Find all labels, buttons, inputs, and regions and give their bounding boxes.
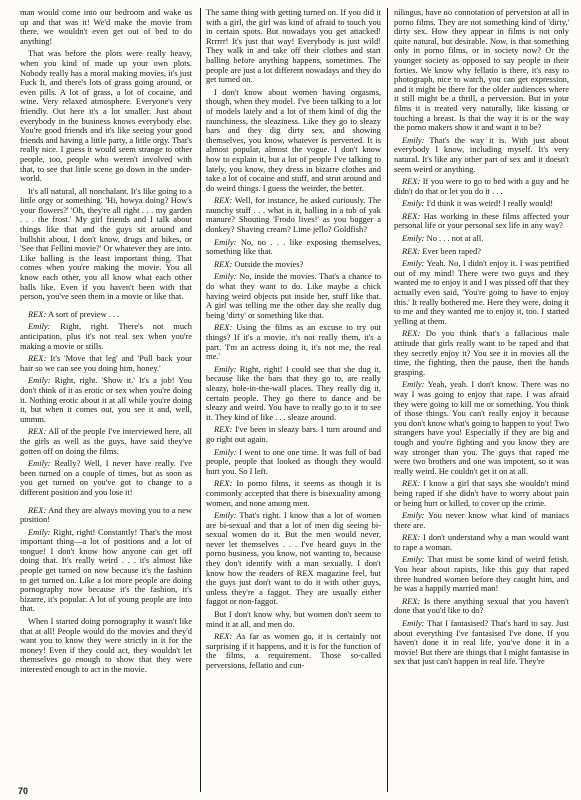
speaker-label: REX: (28, 426, 47, 437)
speaker-label: REX: (402, 595, 421, 606)
paragraph (206, 88, 381, 194)
paragraph (394, 259, 569, 326)
page-number: 70 (18, 786, 29, 796)
paragraph-text: Right, right. 'Show it.' It's a job! You don't think of it as erotic or sex when you're doing it. Nothing erotic about it at all while you're doing it, but when it comes out, you see it and, well, ummm. (20, 375, 192, 424)
paragraph-text: I don't understand why a man would want to rape a woman. (394, 532, 569, 552)
speaker-label: REX: (402, 245, 421, 256)
paragraph-text: And they are always moving you to a new position! (20, 504, 192, 525)
speaker-label: Emily: (214, 446, 237, 457)
paragraph (394, 597, 569, 616)
paragraph-text: Do you think that's a fallacious male attitude that girls really want to be raped and that they secretly enjoy it? You see it in movies all the time, the fighting, then the pause, then the hands grasping. (394, 328, 569, 377)
paragraph (206, 479, 381, 508)
paragraph-text: It's 'Move that leg' and 'Pull back your hair so we can see you doing him, honey.' (20, 353, 192, 373)
speaker-label: Emily: (402, 379, 425, 390)
paragraph-text: Right, right. There's not much anticipation, plus it's not real sex when you're making a movie or stills. (20, 321, 192, 351)
speaker-label: Emily: (214, 510, 237, 521)
paragraph (394, 329, 569, 377)
paragraph-text: Right, right! I could see that she dug it, because like the bars that they go to, are really sleazy, hole-in-the-wall places. They really dig it, certain people. They go there to dance and be sleazy and weird. You have to really go to it to see it. They kind of like . . . sleaze around. (206, 363, 381, 422)
paragraph-text: No, no . . . like exposing themselves, something like that. (206, 236, 381, 257)
speaker-label: REX: (214, 258, 233, 269)
column-rule-1 (200, 8, 201, 792)
text-column-3 (394, 8, 569, 784)
speaker-label: Emily: (402, 258, 425, 269)
paragraph (394, 555, 569, 593)
paragraph (20, 376, 192, 424)
speaker-label: Emily: (214, 271, 237, 282)
paragraph (20, 310, 192, 320)
speaker-label: REX: (402, 328, 421, 339)
paragraph-text: nilingus, have no connotation of perversion at all in porno films. They are not something kind of 'dirty,' dirty sex. How they appear in films is not only quite natural, but desirable. Now, is that something only in porno films, or in society now? Or the younger society as opposed to say people in their forties. We know why fellatio is there, it's easy to photograph, nice to watch, you can get expression, and it might be there for the older audiences where it still might be a thrill, a perversion. But in your films it is treated very naturally, like kissing or touching a breast. Is that the way it is or the way the porno makers show it and want it to be? (394, 8, 569, 133)
paragraph-text: In porno films, it seems as though it is commonly accepted that there is bisexuality among women, and none among men. (206, 478, 381, 508)
speaker-label: Emily: (214, 363, 237, 374)
paragraph-text: A sort of preview . . . (47, 308, 120, 319)
speaker-label: REX: (402, 210, 421, 221)
paragraph (206, 260, 381, 270)
speaker-label: Emily: (402, 198, 425, 209)
speaker-label: REX: (28, 504, 47, 515)
speaker-label: Emily: (402, 554, 425, 565)
speaker-label: REX: (28, 353, 47, 364)
paragraph-text: I've been in sleazy bars. I turn around and go right out again. (206, 424, 381, 444)
paragraph (20, 49, 192, 183)
paragraph (394, 247, 569, 257)
paragraph-text: Using the films as an excuse to try out things? If it's a movie, it's not really them, it's a part. 'I'm an actress doing it, it's not me, the real me.' (206, 322, 381, 362)
paragraph (20, 187, 192, 302)
paragraph-text: No, inside the movies. That's a chance to do what they want to do. Like maybe a chick having weird objects put inside her, stuff like that. A girl was telling me the other day she really dug being 'dirty' or something like that. (206, 271, 381, 320)
speaker-label: REX: (214, 478, 233, 489)
paragraph-text: I don't know about women having orgasms, though, when they model. I've been talking to a lot of models lately and a lot of them kind of dig the raunchiness, the sleaziness. Like they go to sleazy bars and they dig dirty sex, and showing themselves, you know, whatever is perverted. It is almost popular, almost the vogue. I don't know how to explain it, but a lot of people I've talking to lately, you know, they dress in bizarre clothes and take a lot of cocaine and stuff, and strut around and do weird things. I guess the weirder, the better. (206, 86, 381, 193)
speaker-label: REX: (402, 478, 421, 489)
paragraph (20, 354, 192, 373)
paragraph (394, 511, 569, 530)
paragraph-text: As far as women go, it is certainly not surprising if it happens, and it is for the function of the films, a requirement. Those so-called perversions, fellatio and cun- (206, 631, 381, 670)
paragraph-text: That's the way it is. With just about everybody I know, including myself. It's very natural. It's like any other part of sex and it doesn't seem weird or anything. (394, 134, 569, 174)
paragraph-text: man would come into our bedroom and wake us up and that was it! We'd make the movie from there, we wouldn't even get out of bed to do anything! (20, 8, 192, 46)
paragraph (20, 459, 192, 497)
paragraph-text: Is there anything sexual that you haven't done that you'd like to do? (394, 595, 569, 616)
paragraph (394, 533, 569, 552)
speaker-label: REX: (214, 195, 233, 206)
speaker-label: Emily: (214, 236, 237, 247)
paragraph (394, 234, 569, 244)
paragraph (394, 136, 569, 174)
paragraph (394, 619, 569, 667)
speaker-label: REX: (402, 176, 421, 187)
column-rule-2 (387, 8, 388, 792)
speaker-label: Emily: (402, 233, 425, 244)
paragraph-text: It's all natural, all nonchalant. It's like going to a little orgy or something. 'Hi, howya doing? How's your flowers?' 'Oh, they're all right . . . my garden . . . the frost.' My girl friends and I talk about things like that and the guys sit around and bullshit about, I don't know, drugs and bikes, or 'See that Fellini movie?' Or whatever they are into. Like balling is the least important thing. That comes when you're making the movie. You all know each other, you all know what each other balls like. Even if you haven't been with that person, you've seen them in a movie or like that. (20, 185, 192, 302)
paragraph-text: The same thing with getting turned on. If you did it with a girl, the girl was kind of afraid to touch you in certain spots. But nowadays you get attacked! Rrrrrr! It's just that way! Everybody is just wild! They walk in and take off their clothes and start balling before anything happens, sometimes. The people are just a lot different nowadays and they do get turned on. (206, 8, 381, 85)
paragraph (394, 212, 569, 231)
speaker-label: Emily: (402, 134, 425, 145)
speaker-label: REX: (214, 631, 233, 642)
paragraph-text: No . . . not at all. (426, 233, 484, 244)
paragraph (206, 323, 381, 361)
paragraph (206, 610, 381, 629)
paragraph-text: But I don't know why, but women don't seem to mind it at all, and men do. (206, 609, 381, 629)
paragraph-text: Really? Well, I never have really. I've been turned on a couple of times, but as soon as you get turned on you've got to change to a different position and you lose it! (20, 458, 192, 497)
magazine-page (14, 8, 569, 784)
paragraph (206, 8, 381, 85)
paragraph-text: Outside the movies? (234, 258, 304, 269)
paragraph (20, 322, 192, 351)
speaker-label: Emily: (402, 618, 425, 629)
paragraph-text: Yeah, yeah. I don't know. There was no way I was going to enjoy that rape. I was afraid they were going to kill me or something. You think of those things. You can't really enjoy it because you don't know what's going to happen to you! Two strangers have you! Especially if they are big and tough and you're fighting and you know they are way stronger than you. The guys that raped me were two brothers and one was impotent, so it was really weird. He couldn't get it on at all. (394, 379, 569, 476)
paragraph (394, 199, 569, 209)
speaker-label: Emily: (28, 321, 51, 332)
paragraph (206, 238, 381, 257)
speaker-label: REX: (214, 424, 233, 435)
paragraph (206, 511, 381, 607)
text-column-2 (206, 8, 381, 784)
paragraph-text: If you were to go to bed with a guy and he didn't do that or let you do it . . . (394, 176, 569, 196)
paragraph (20, 8, 192, 46)
paragraph-text: You never know what kind of maniacs there are. (394, 510, 569, 530)
paragraph (206, 448, 381, 477)
paragraph-text: Well, for instance, he asked curiously. The raunchy stuff . . . what is it, balling in a tub of yak manure? Shouting 'Frodo lives!' as you bugger a donkey? Shaving cream? Lime jello? Goldfish? (206, 195, 381, 235)
paragraph-text: When I started doing pornography it wasn't like that at all! People would do the movies and they'd want you to know they were strictly in it for the money! Even if they could act, they wouldn't let themselves go enough to show that they were interested enough to act in the movie. (20, 616, 192, 674)
paragraph (394, 8, 569, 133)
paragraph-text: That was before the plots were really heavy, when you kind of made up your own plots. Nobody really has a moral making movies, it's just Fuck It, and there's lots of grass going around, or even pills. A lot of grass, a lot of cocaine, and wine. Very relaxed atmosphere. Everyone's very friendly. Out here it's a lot smaller. Just about everybody in the business knows everybody else. You're good friends and it's like seeing your good friends and having a little party, a little orgy. That's really nice. I guess it would seem strange to other people, too, people who weren't involved with that, to see that little scene go down in the under-world. (20, 48, 192, 184)
paragraph (394, 380, 569, 476)
paragraph-text: Ever been raped? (422, 245, 481, 256)
paragraph-text: I know a girl that says she wouldn't mind being raped if she didn't have to worry about pain or being hurt or killed, to cover up the crime. (394, 478, 569, 508)
paragraph-text: That I fantasised? That's hard to say. Just about everything I've fantasised I've done. If you haven't done it in real life, you've done it in a movie! But there are things that I might fantasise in sex that just can't happen in real life. They're (394, 618, 569, 667)
paragraph-text: I'd think it was weird! I really would! (426, 198, 554, 209)
paragraph-text: That's right. I know that a lot of women are bi-sexual and that a lot of men dig seeing bi-sexual women do it. But the men would never, never let themselves . . . I've heard guys in the porno business, you know, not wanting to, because they don't identify with a man sexually. I don't know how the readers of REX magazine feel, but the guys just don't want to do it with other guys, unless they're a faggot. They are usually either faggot or non-faggot. (206, 510, 381, 607)
paragraph (206, 196, 381, 234)
paragraph-text: Yeah. No, I didn't enjoy it. I was petrified out of my mind! There were two guys and they wanted me to enjoy it and I was pissed off that they actually even said, 'You're going to have to enjoy this.' It really bothered me. Here they were, doing it to me and they wanted me to enjoy it, too. I started yelling at them. (394, 258, 569, 326)
speaker-label: Emily: (28, 458, 51, 469)
paragraph (394, 479, 569, 508)
paragraph-text: Right, right! Constantly! That's the most important thing—a lot of positions and a lot of tongue! I don't know how anyone can get off doing that. It's really weird . . . it's almost like people get turned on now because it's the fashion to get turned on. Like a lot more people are doing pornography now because it's the fashion, it's bizarre, it's popular. A lot of young people are into that. (20, 526, 192, 614)
speaker-label: REX: (214, 322, 233, 333)
paragraph (206, 365, 381, 423)
speaker-label: REX: (28, 308, 47, 319)
paragraph (20, 506, 192, 525)
paragraph-text: I went to one one time. It was full of bad people, people that looked as though they would hurt you. So I left. (206, 446, 381, 476)
paragraph-text: Has working in these films affected your personal life or your personal sex life in any way? (394, 210, 569, 231)
speaker-label: Emily: (402, 510, 425, 521)
paragraph-text: All of the people I've interviewed here, all the girls as well as the guys, have said they've gotten off on doing the films. (20, 426, 192, 456)
paragraph (206, 632, 381, 670)
text-column-1 (20, 8, 192, 784)
speaker-label: Emily: (28, 526, 51, 537)
paragraph (394, 177, 569, 196)
paragraph (20, 427, 192, 456)
paragraph-text: That must be some kind of weird fetish. You hear about rapists, like this guy that raped three hundred women before they caught him, and he was a happily married man! (394, 554, 569, 594)
paragraph (206, 272, 381, 320)
speaker-label: REX: (402, 532, 421, 543)
paragraph (20, 617, 192, 675)
speaker-label: Emily: (28, 375, 51, 386)
paragraph (206, 425, 381, 444)
paragraph (20, 528, 192, 614)
